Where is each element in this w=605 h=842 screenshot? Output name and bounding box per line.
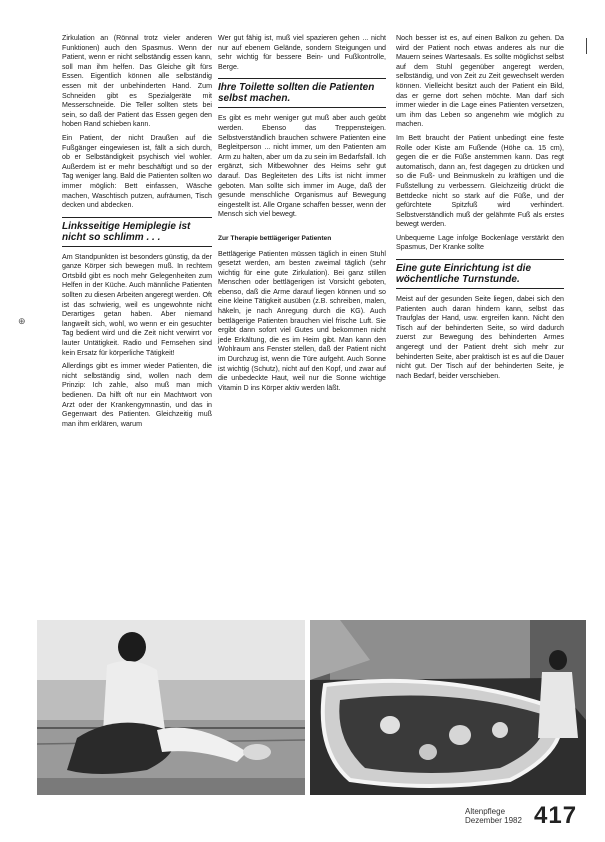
paragraph: Zirkulation an (Rönnal trotz vieler anderen Funktionen) auch den Spasmus. Wenn der Patient, wenn er nicht selbständig essen kann, soll man ihm helfen. Das Gleiche gilt fürs Essen. Eigentlich können alle selbständig essen mit der unbehinderten Hand. Zum Schneiden gibt es Spezialgeräte mit Messerschneide. Die Teller sollten stets bei sein, so daß der Patient das Essen gegen den hoben Rand schieben kann. (62, 34, 212, 129)
paragraph: Meist auf der gesunden Seite liegen, dabei sich den Patienten auch daran hindern kann, selbst das Traufglas der Hand, usw. ergreifen kann. Nicht den Tisch auf der behinderten Seite, so wird dadurch zuerst zur Bewegung des behinderten Armes angeregt und der Patient dreht sich mehr zur behinderten Seite, aber praktisch ist es auf die Dauer nicht gut. Der Tisch auf der behinderten Seite, je nach Bedarf, beider verschieben. (396, 295, 564, 380)
patients-in-therapy-pool-photo (310, 620, 586, 795)
photo2 (310, 620, 586, 795)
paragraph: Ein Patient, der nicht Draußen auf die Fußgänger eingewiesen ist, fällt a sich durch, ob er Selbständigkeit psychisch viel wohler. Außerdem ist er mehr beschäftigt und so der Tag weniger lang. Bald die Patienten sollten wo immer möglich: Bett einfassen, Wäsche machen, Waschtisch putzen, aufräumen, Tisch decken und abdecken. (62, 133, 212, 210)
paragraph: Wer gut fähig ist, muß viel spazieren gehen ... nicht nur auf ebenem Gelände, sondern Steigungen und sehr wichtig für bessere Bein- und Fußkontrolle, Berge. (218, 34, 386, 71)
page-number: 417 (534, 802, 578, 829)
magazine-name: Altenpflege (465, 807, 506, 816)
section-heading: Ihre Toilette sollten die Patienten selbst machen. (218, 78, 386, 108)
section-heading: Linksseitige Hemiplegie ist nicht so schlimm . . . (62, 217, 212, 247)
margin-mark: ⊕ (18, 316, 26, 326)
text-column-2 (218, 34, 386, 397)
paragraph: Am Standpunkten ist besonders günstig, da der ganze Körper sich bewegen muß. In rechtem Ortsbild gibt es noch mehr Gelegenheiten zum Helfen in der Küche. Auch männliche Patienten sollten zu diesen Arbeiten angeregt werden. Oft ist das schwierig, weil es ungewohnte nicht Derartiges getan haben. Aber niemand langweilt sich, wohl, wo wenn er ein gesuchter Tag bedient wird und die Zeit nicht verwirrt vor lauter Untätigkeit. Radio und Fernsehen sind kein Ersatz für körperliche Tätigkeit! (62, 252, 212, 357)
issue-date: Dezember 1982 (465, 816, 522, 825)
subheading: Zur Therapie bettlägeriger Patienten (218, 234, 332, 242)
paragraph: Unbequeme Lage infolge Bockenlage verstärkt den Spasmus, Der Kranke sollte (396, 233, 564, 252)
text-column-1 (62, 34, 212, 433)
text-column-3 (396, 34, 564, 385)
section-heading: Eine gute Einrichtung ist die wöchentliche Turnstunde. (396, 259, 564, 289)
paragraph: Noch besser ist es, auf einen Balkon zu gehen. Da wird der Patient noch etwas anderes als nur die Mauern seines Wartesaals. Es sollte möglichst selbst auf dem Stuhl gegenüber angeregt werden, selbständig, und von Zeit zu Zeit gewechselt werden können. Vielleicht besitzt auch der Patient ein Bild, das er gerne dort sehen möchte. Man darf sich immer wieder in die Lage eines Patienten versetzen, um ihm das Leben so angenehm wie möglich zu machen. (396, 34, 564, 129)
photo1 (37, 620, 305, 795)
margin-rule (586, 38, 587, 54)
patients-exercising-on-mat-photo (37, 620, 305, 795)
paragraph: Im Bett braucht der Patient unbedingt eine feste Rolle oder Kiste am Fußende (Höhe ca. 15 cm), gegen die er die Füße anstemmen kann. Das regt automatisch, dann an, fest dagegen zu drücken und so die Fuß- und Beinmuskeln zu kräftigen und die Fußstellung zu verbessern. Gleichzeitig drückt die Bettdecke nicht so stark auf die Füße, und der gefürchtete Spitzfuß wird verhindert. Selbstverständlich muß der gelähmte Fuß als erstes bewegt werden. (396, 133, 564, 229)
paragraph: Es gibt es mehr weniger gut muß aber auch geübt werden. Ebenso das Treppensteigen. Selbstverständlich brauchen schwere Patienten eine Begleitperson ... nicht immer, um den Patienten am Arm zu halten, aber um da zu sein im Bedarfsfall. Ich ergänzt, sich Mitbewohner des Heims sehr gut darauf. Das Begleiteten des Lifts ist nicht immer geboten. Man sollte sich immer im Auge, daß der gesunde menschliche Organismus auf Bewegung eingestellt ist. Alle Organe schaffen besser, wenn der Mensch sich viel bewegt. (218, 114, 386, 219)
paragraph: Allerdings gibt es immer wieder Patienten, die nicht selbständig sind, wollen nach dem Prinzip: Ich zahle, also muß man mich bedienen. Da hilft oft nur ein Machtwort von Arzt oder der Krankengymnastin, und das in Gegenwart des Patienten. Gleichzeitig muß man ihm erklären, warum (62, 362, 212, 428)
paragraph: Bettlägerige Patienten müssen täglich in einen Stuhl gesetzt werden, am besten zweimal täglich (sehr wichtig für eine gute Zirkulation). Bei ganz stillen Menschen oder bettlägerigen ist Vorsicht geboten, ebenso, daß die Arme darauf liegen können und so eine kleine Tätigkeit ausüben (z.B. schreiben, malen, häkeln, je nach Anregung durch die KG). Auch bettlägerige Patienten brauchen viel frische Luft. Sie ergibt dann sofort viel Gutes und bekommen nicht jede Erkältung, die es im Heim gibt. Man kann den Wohlraum ans Fenster stellen, daß der Patient nicht im Durchzug ist, wenn die Türe aufgeht. Auch Sonne ist wichtig (Schutz), nicht auf den Kopf, und zwar auf die unbedeckte Haut, weil nur die Sonne wichtige Vitamin D ins Körper aktiv werden läßt. (218, 249, 386, 392)
magazine-footer (465, 807, 522, 825)
